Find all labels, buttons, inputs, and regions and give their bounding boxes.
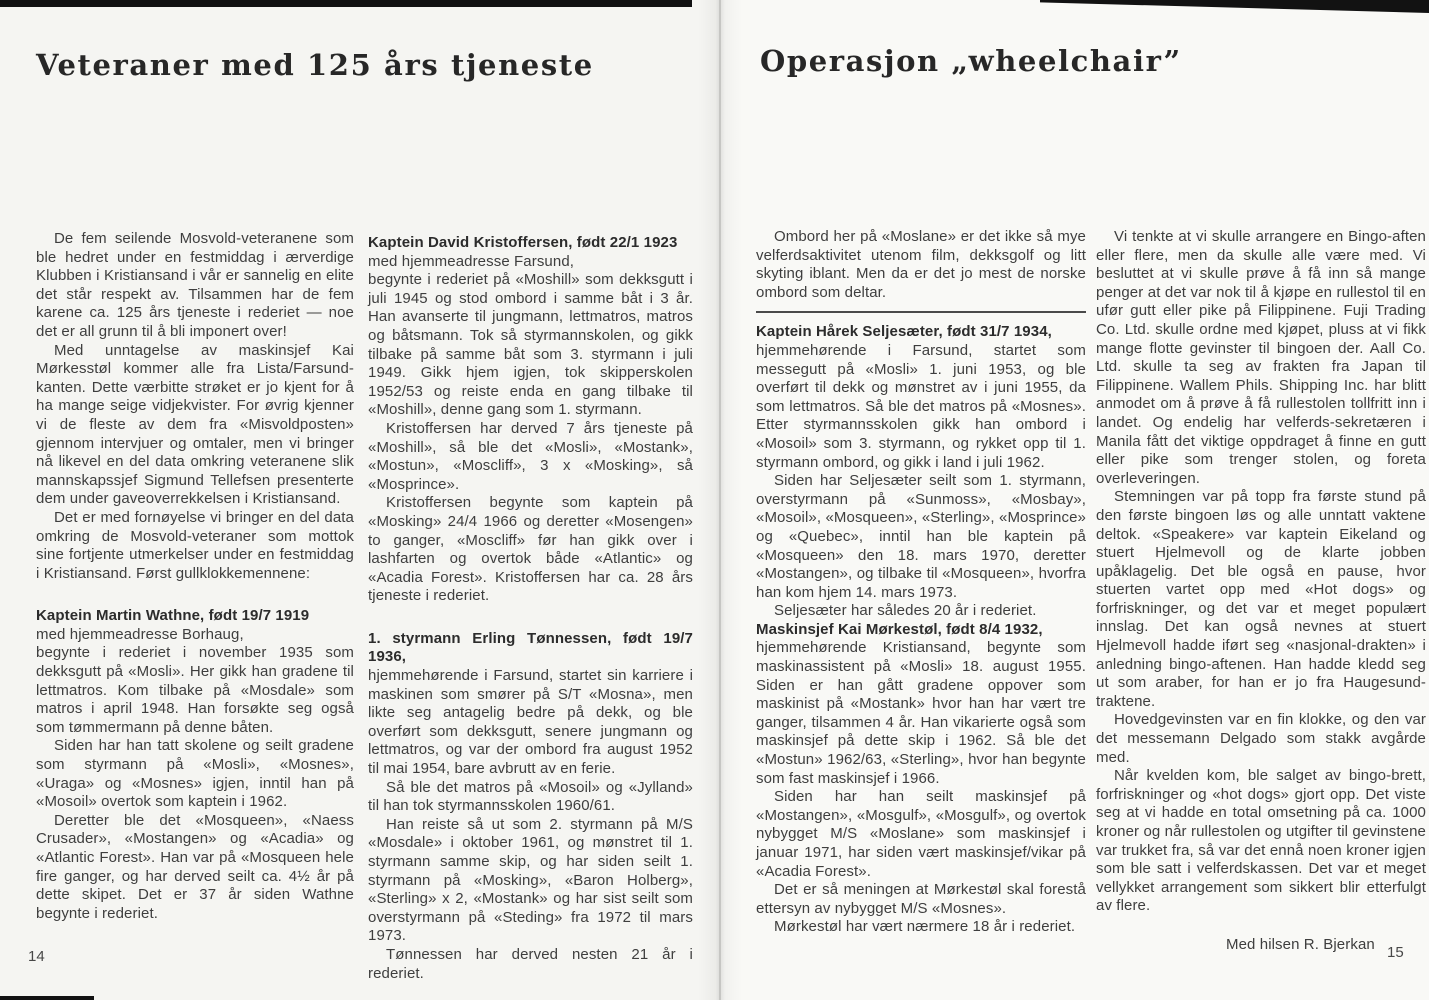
paragraph: Tønnessen har derved nesten 21 år i rederiet. [368, 945, 693, 982]
paragraph: hjemmehørende Kristiansand, begynte som maskinassistent på «Mosli» 18. august 1955. Siden er han gått gradene oppover som maskinist på «Mostank» hvor han har vært tre ganger, tilsammen 4 år. Han vikarierte også som maskinsjef på dette skip i 1962. Så ble det «Mostun» 1962/63, «Sterling», hvor han begynte som fast maskinsjef i 1966. [756, 639, 1086, 787]
section-heading: Kaptein Martin Wathne, født 19/7 1919 [36, 607, 310, 625]
paragraph: Når kvelden kom, ble salget av bingo-brett, forfriskninger og «hot dogs» gjort opp. Det viste seg at vi hadde en total omsetning på ca. 1000 kroner og når rullestolen og utgifter til gevinstene var trukket fra, så var det ennå noen kroner igjen som ble satt i velferdskassen. Det var et meget vellykket arrangement som sikkert blir etterfulgt av flere. [1096, 767, 1426, 915]
paragraph: begynte i rederiet på «Moshill» som dekksgutt i juli 1945 og stod ombord i samme båt i 3 år. Han avanserte til jungmann, lettmatros, matros og båtsmann. Tok så styrmannskolen, og gikk tilbake på samme båt som 3. styrmann i juli 1949. Gikk hjem igjen, tok skipperskolen 1952/53 og reiste enda en gang tilbake til «Moshill», denne gang som 1. styrmann. [368, 271, 693, 419]
center-fold-line [719, 0, 721, 1000]
scan-artifact-bottom-left [0, 996, 94, 1000]
paragraph: Med unntagelse av maskinsjef Kai Mørkesstøl kommer alle fra Lista/Farsund-kanten. Dette værbitte strøket er jo kjent for å ha mange seige vidjekvister. For øvrig kjenner vi de fleste av dem fra «Misvoldposten» gjennom intervjuer og omtaler, men vi bringer nå likevel en del data omkring veteranene slik mannskapssjef Sigmund Tellefsen presenterte dem under gaveoverrekkelsen i Kristiansand. [36, 341, 354, 508]
paragraph: hjemmehørende i Farsund, startet sin karriere i maskinen som smører på S/T «Mosna», men likte seg antagelig bedre på dekk, og ble overført som dekksgutt, senere jungmann og lettmatros, og var der ombord fra august 1952 til mai 1954, bare avbrutt av en ferie. [368, 667, 693, 778]
paragraph: De fem seilende Mosvold-veteranene som ble hedret under en festmiddag i ærverdige Klubben i Kristiansand i vår er sannelig en elite det står respekt av. Tilsammen har de fem karene ca. 125 års tjeneste i rederiet — noe det er all grunn til å bli imponert over! [36, 230, 354, 340]
section-heading: 1. styrmann Erling Tønnessen, født 19/7 1936, [368, 629, 693, 666]
paragraph: Siden har Seljesæter seilt som 1. styrmann, overstyrmann på «Sunmoss», «Mosbay», «Mosoil», «Mosqueen», «Sterling», «Mosprince» og «Quebec», inntil han ble kaptein på «Mosqueen» den 18. mars 1970, deretter «Mostangen», og tilbake til «Mosqueen», hvorfra han kom hjem 14. mars 1973. [756, 472, 1086, 601]
paragraph: hjemmehørende i Farsund, startet som messegutt på «Mosli» 1. juni 1953, og ble overført til dekk og mønstret av i juni 1955, da som lettmatros. Så ble det matros på «Mosnes». Etter styrmannsskolen gikk han ombord i «Mosoil» som 3. styrmann, og rykket opp til 1. styrmann ombord, og gikk i land i juli 1962. [756, 341, 1086, 471]
paragraph: Hovedgevinsten var en fin klokke, og den var det messemann Delgado som stakk avgårde med. [1096, 711, 1426, 766]
signature: Med hilsen R. Bjerkan [1226, 935, 1375, 953]
paragraph: Kristoffersen har derved 7 års tjeneste på «Moshill», så ble det «Mosli», «Mostank», «Mostun», «Moscliff», 3 x «Mosking», så «Mosprince». [368, 419, 693, 493]
paragraph: Han reiste så ut som 2. styrmann på M/S «Mosdale» i oktober 1961, og mønstret til 1. styrmann samme skip, og har siden seilt 1. styrmann på «Mosking», «Baron Holberg», «Sterling» x 2, «Mostank» og har sist seilt som overstyrmann på «Steding» fra 1972 til mars 1973. [368, 815, 693, 945]
paragraph: Det er så meningen at Mørkestøl skal forestå ettersyn av nybygget M/S «Mosnes». [756, 881, 1086, 917]
paragraph: med hjemmeadresse Farsund, [368, 252, 575, 270]
section-heading: Maskinsjef Kai Mørkestøl, født 8/4 1932, [756, 620, 1043, 638]
paragraph: Ombord her på «Moslane» er det ikke så mye velferdsaktivitet utenom film, dekksgolf og litt skyting iblant. Men da er det jo mest de norske ombord som deltar. [756, 228, 1086, 301]
paragraph: Siden har han tatt skolene og seilt gradene som styrmann på «Mosli», «Mosnes», «Uraga» og «Mosnes» igjen, inntil han på «Mosoil» overtok som kaptein i 1962. [36, 737, 354, 811]
paragraph: Stemningen var på topp fra første stund på den første bingoen løs og alle unntatt vaktene deltok. «Speakere» var kaptein Eikeland og stuert Hjelmevoll og de klarte jobben upåklagelig. Det ble også en pause, hvor stuerten vartet opp med «Hot dogs» og forfriskninger, og det var et meget populært innslag. Det kan også nevnes at stuert Hjelmevoll hadde iført seg «nasjonal-drakten» i anledning bingo-aftenen. Han hadde kledd seg ut som araber, for han er jo fra Haugesund-traktene. [1096, 488, 1426, 710]
paragraph: Det er med fornøyelse vi bringer en del data omkring de Mosvold-veteraner som mottok sine fortjente utmerkelser under en festmiddag i Kristiansand. Først gullklokkemennene: [36, 508, 354, 582]
right-page-title: Operasjon „wheelchair” [760, 44, 1182, 78]
paragraph: Kristoffersen begynte som kaptein på «Mosking» 24/4 1966 og deretter «Mosengen» to ganger, «Moscliff» før han gikk over i lashfarten og overtok både «Atlantic» og «Acadia Forest». Kristoffersen har ca. 28 års tjeneste i rederiet. [368, 494, 693, 605]
paragraph: Mørkestøl har vært nærmere 18 år i rederiet. [774, 918, 1076, 936]
paragraph: Siden har han seilt maskinsjef på «Mostangen», «Mosgulf», «Mosgulf», og overtok nybygget M/S «Moslane» som maskinsjef i januar 1971, har siden vært maskinsjef/vikar på «Acadia Forest». [756, 788, 1086, 880]
section-heading: Kaptein David Kristoffersen, født 22/1 1923 [368, 234, 678, 251]
right-page-column-2 [1096, 228, 1426, 955]
paragraph: Seljesæter har således 20 år i rederiet. [774, 602, 1037, 620]
scan-artifact-top-left [0, 0, 692, 7]
paragraph: begynte i rederiet i november 1935 som dekksgutt på «Mosli». Her gikk han gradene til lettmatros. Kom tilbake på «Mosdale» som matros i april 1948. Han forsøkte seg også som tømmermann på denne båten. [36, 644, 354, 736]
right-page-number: 15 [1387, 944, 1404, 961]
left-page-column-1 [36, 230, 354, 923]
paragraph: Vi tenkte at vi skulle arrangere en Bingo-aften eller flere, men da skulle alle være med. Vi besluttet at vi skulle prøve å få inn så mange penger at det var nok til å kjøpe en rullestol til en ufør gutt eller pike på Filippinene. Fuji Trading Co. Ltd. skulle ordne med kjøpet, pluss at vi fikk mange flotte gevinster til bingoen der. Aall Co. Ltd. skulle ta seg av frakten fra Japan til Filippinene. Wallem Phils. Shipping Inc. har blitt anmodet om å prøve å få rullestolen tollfritt inn i landet. Og endelig har velferds-sekretæren i Manila fått det viktige oppdraget å finne en gutt eller pike som trenger stolen, og foreta overleveringen. [1096, 228, 1426, 487]
section-divider [756, 311, 1086, 313]
left-page-title: Veteraner med 125 års tjeneste [36, 48, 594, 82]
paragraph: Så ble det matros på «Mosoil» og «Jylland» til han tok styrmannsskolen 1960/61. [368, 778, 693, 815]
right-page-column-1 [756, 228, 1086, 937]
left-page-number: 14 [28, 948, 45, 965]
paragraph: Deretter ble det «Mosqueen», «Naess Crusader», «Mostangen» og «Acadia» og «Atlantic Forest». Han var på «Mosqueen hele fire ganger, og har derved seilt ca. 4½ år på dette skipet. Det er 37 år siden Wathne begynte i rederiet. [36, 811, 354, 922]
left-page-column-2 [368, 234, 693, 983]
section-heading: Kaptein Hårek Seljesæter, født 31/7 1934, [756, 323, 1052, 341]
paragraph: med hjemmeadresse Borhaug, [36, 625, 244, 643]
